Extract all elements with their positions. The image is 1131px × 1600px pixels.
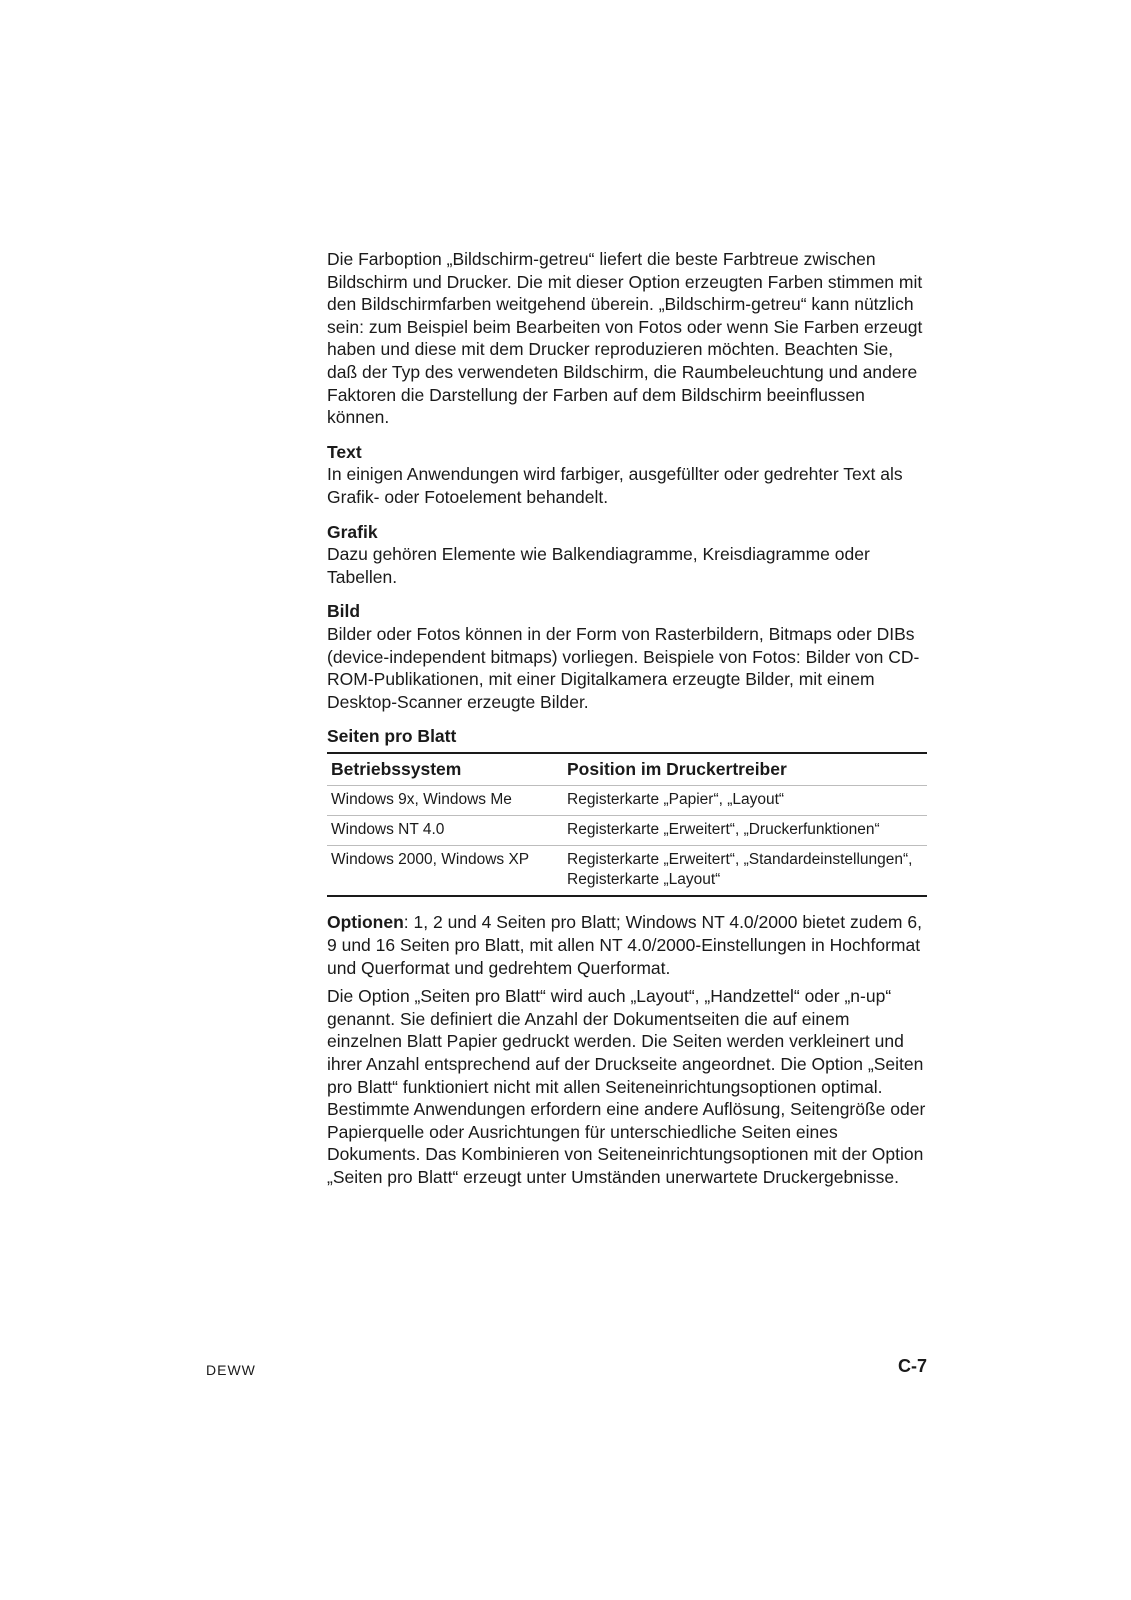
intro-paragraph: Die Farboption „Bildschirm-getreu“ liefert die beste Farbtreue zwischen Bildschirm und Drucker. Die mit dieser Option erzeugten Farben stimmen mit den Bildschirmfarben weitgehend überein. „Bildschirm-getreu“ kann nützlich sein: zum Beispiel beim Bearbeiten von Fotos oder wenn Sie Farben erzeugt haben und diese mit dem Drucker reproduzieren möchten. Beachten Sie, daß der Typ des verwendeten Bildschirm, die Raumbeleuchtung und andere Faktoren die Darstellung der Farben auf dem Bildschirm beeinflussen können. <box>327 249 923 428</box>
table-header-os: Betriebssystem <box>327 753 563 786</box>
table-header-position: Position im Druckertreiber <box>563 753 927 786</box>
section-heading-bild: Bild <box>327 601 361 622</box>
section-text-text: In einigen Anwendungen wird farbiger, ausgefüllter oder gedrehter Text als Grafik- oder Fotoelement behandelt. <box>327 464 903 507</box>
footer-page-number: C-7 <box>897 1356 927 1376</box>
options-text: : 1, 2 und 4 Seiten pro Blatt; Windows NT 4.0/2000 bietet zudem 6, 9 und 16 Seiten pro Blatt, mit allen NT 4.0/2000-Einstellungen in Hochformat und Querformat und gedrehtem Querformat. <box>327 912 922 978</box>
options-paragraph <box>327 911 927 979</box>
table-cell-position: Registerkarte „Erweitert“, „Druckerfunktionen“ <box>563 816 927 846</box>
pages-per-sheet-heading: Seiten pro Blatt <box>327 726 457 747</box>
table-row <box>327 816 927 846</box>
section-text-grafik: Dazu gehören Elemente wie Balkendiagramme, Kreisdiagramme oder Tabellen. <box>327 544 870 587</box>
page-body <box>327 248 927 1189</box>
final-paragraph: Die Option „Seiten pro Blatt“ wird auch „Layout“, „Handzettel“ oder „n-up“ genannt. Sie definiert die Anzahl der Dokumentseiten die auf einem einzelnen Blatt Papier gedruckt werden. Die Seiten werden verkleinert und ihrer Anzahl entsprechend auf der Druckseite angeordnet. Die Option „Seiten pro Blatt“ funktioniert nicht mit allen Seiteneinrichtungsoptionen optimal. Bestimmte Anwendungen erfordern eine andere Auflösung, Seitengröße oder Papierquelle oder Ausrichtungen für unterschiedliche Seiten eines Dokuments. Das Kombinieren von Seiteneinrichtungsoptionen mit der Option „Seiten pro Blatt“ erzeugt unter Umständen unerwartete Druckergebnisse. <box>327 986 926 1187</box>
section-text-bild: Bilder oder Fotos können in der Form von Rasterbildern, Bitmaps oder DIBs (device-independent bitmaps) vorliegen. Beispiele von Fotos: Bilder von CD-ROM-Publikationen, mit einer Digitalkamera erzeugte Bilder, mit einem Desktop-Scanner erzeugte Bilder. <box>327 623 920 712</box>
options-label: Optionen <box>327 912 404 933</box>
table-header-row <box>327 753 927 786</box>
table-cell-position: Registerkarte „Erweitert“, „Standardeinstellungen“, Registerkarte „Layout“ <box>567 851 913 889</box>
table-cell-os: Windows NT 4.0 <box>327 816 563 846</box>
section-heading-text: Text <box>327 441 362 462</box>
driver-location-table <box>327 752 927 898</box>
table-row <box>327 846 927 897</box>
section-heading-grafik: Grafik <box>327 521 378 542</box>
table-row <box>327 786 927 816</box>
table-cell-os: Windows 9x, Windows Me <box>327 786 563 816</box>
table-cell-os: Windows 2000, Windows XP <box>331 851 530 869</box>
table-cell-position: Registerkarte „Papier“, „Layout“ <box>563 786 927 816</box>
footer-doc-code: DEWW <box>206 1362 256 1378</box>
